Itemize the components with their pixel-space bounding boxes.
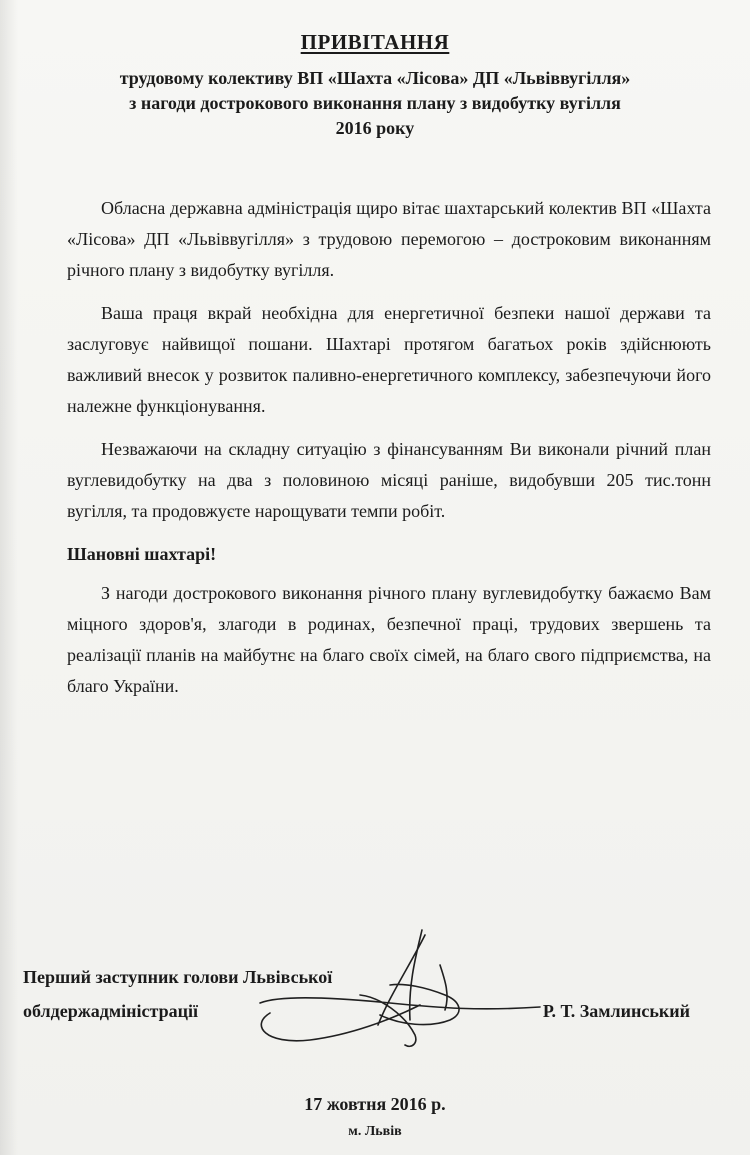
address-line: Шановні шахтарі! xyxy=(67,544,217,564)
signature-block xyxy=(23,960,723,1028)
letter-body xyxy=(67,193,711,714)
document-subtitle xyxy=(0,66,750,141)
paragraph-2: Ваша праця вкрай необхідна для енергетичної безпеки нашої держави та заслуговує найвищої пошани. Шахтарі протягом багатьох років здійснюють важливий внесок у розвиток паливно-енергетичного комплексу, забезпечуючи його належне функціонування. xyxy=(67,303,711,416)
signatory-position-line-1: Перший заступник голови Львівської xyxy=(23,967,333,987)
letter-city: м. Львів xyxy=(348,1124,402,1139)
subtitle-line-3: 2016 року xyxy=(335,118,415,138)
subtitle-line-2: з нагоди дострокового виконання плану з видобутку вугілля xyxy=(129,93,621,113)
paragraph-1: Обласна державна адміністрація щиро вітає шахтарський колектив ВП «Шахта «Лісова» ДП «Львіввугілля» з трудовою перемогою – достроковим виконанням річного плану з видобутку вугілля. xyxy=(67,198,711,280)
page-edge-shadow xyxy=(0,0,18,1155)
title-text: ПРИВІТАННЯ xyxy=(300,30,450,54)
signatory-position-line-2: облдержадміністрації xyxy=(23,1001,198,1021)
letter-date: 17 жовтня 2016 р. xyxy=(304,1094,446,1114)
paragraph-3: Незважаючи на складну ситуацію з фінансуванням Ви виконали річний план вуглевидобутку на два з половиною місяці раніше, видобувши 205 тис.тонн вугілля, та продовжуєте нарощувати темпи робіт. xyxy=(67,439,711,521)
subtitle-line-1: трудовому колективу ВП «Шахта «Лісова» ДП «Львіввугілля» xyxy=(119,68,631,88)
signatory-name: Р. Т. Замлинський xyxy=(542,1001,690,1021)
document-title xyxy=(0,30,750,55)
closing-paragraph: З нагоди дострокового виконання річного плану вуглевидобутку бажаємо Вам міцного здоров'я, злагоди в родинах, безпечної праці, трудових звершень та реалізації планів на майбутнє на благо своїх сімей, на благо свого підприємства, на благо України. xyxy=(67,583,711,696)
